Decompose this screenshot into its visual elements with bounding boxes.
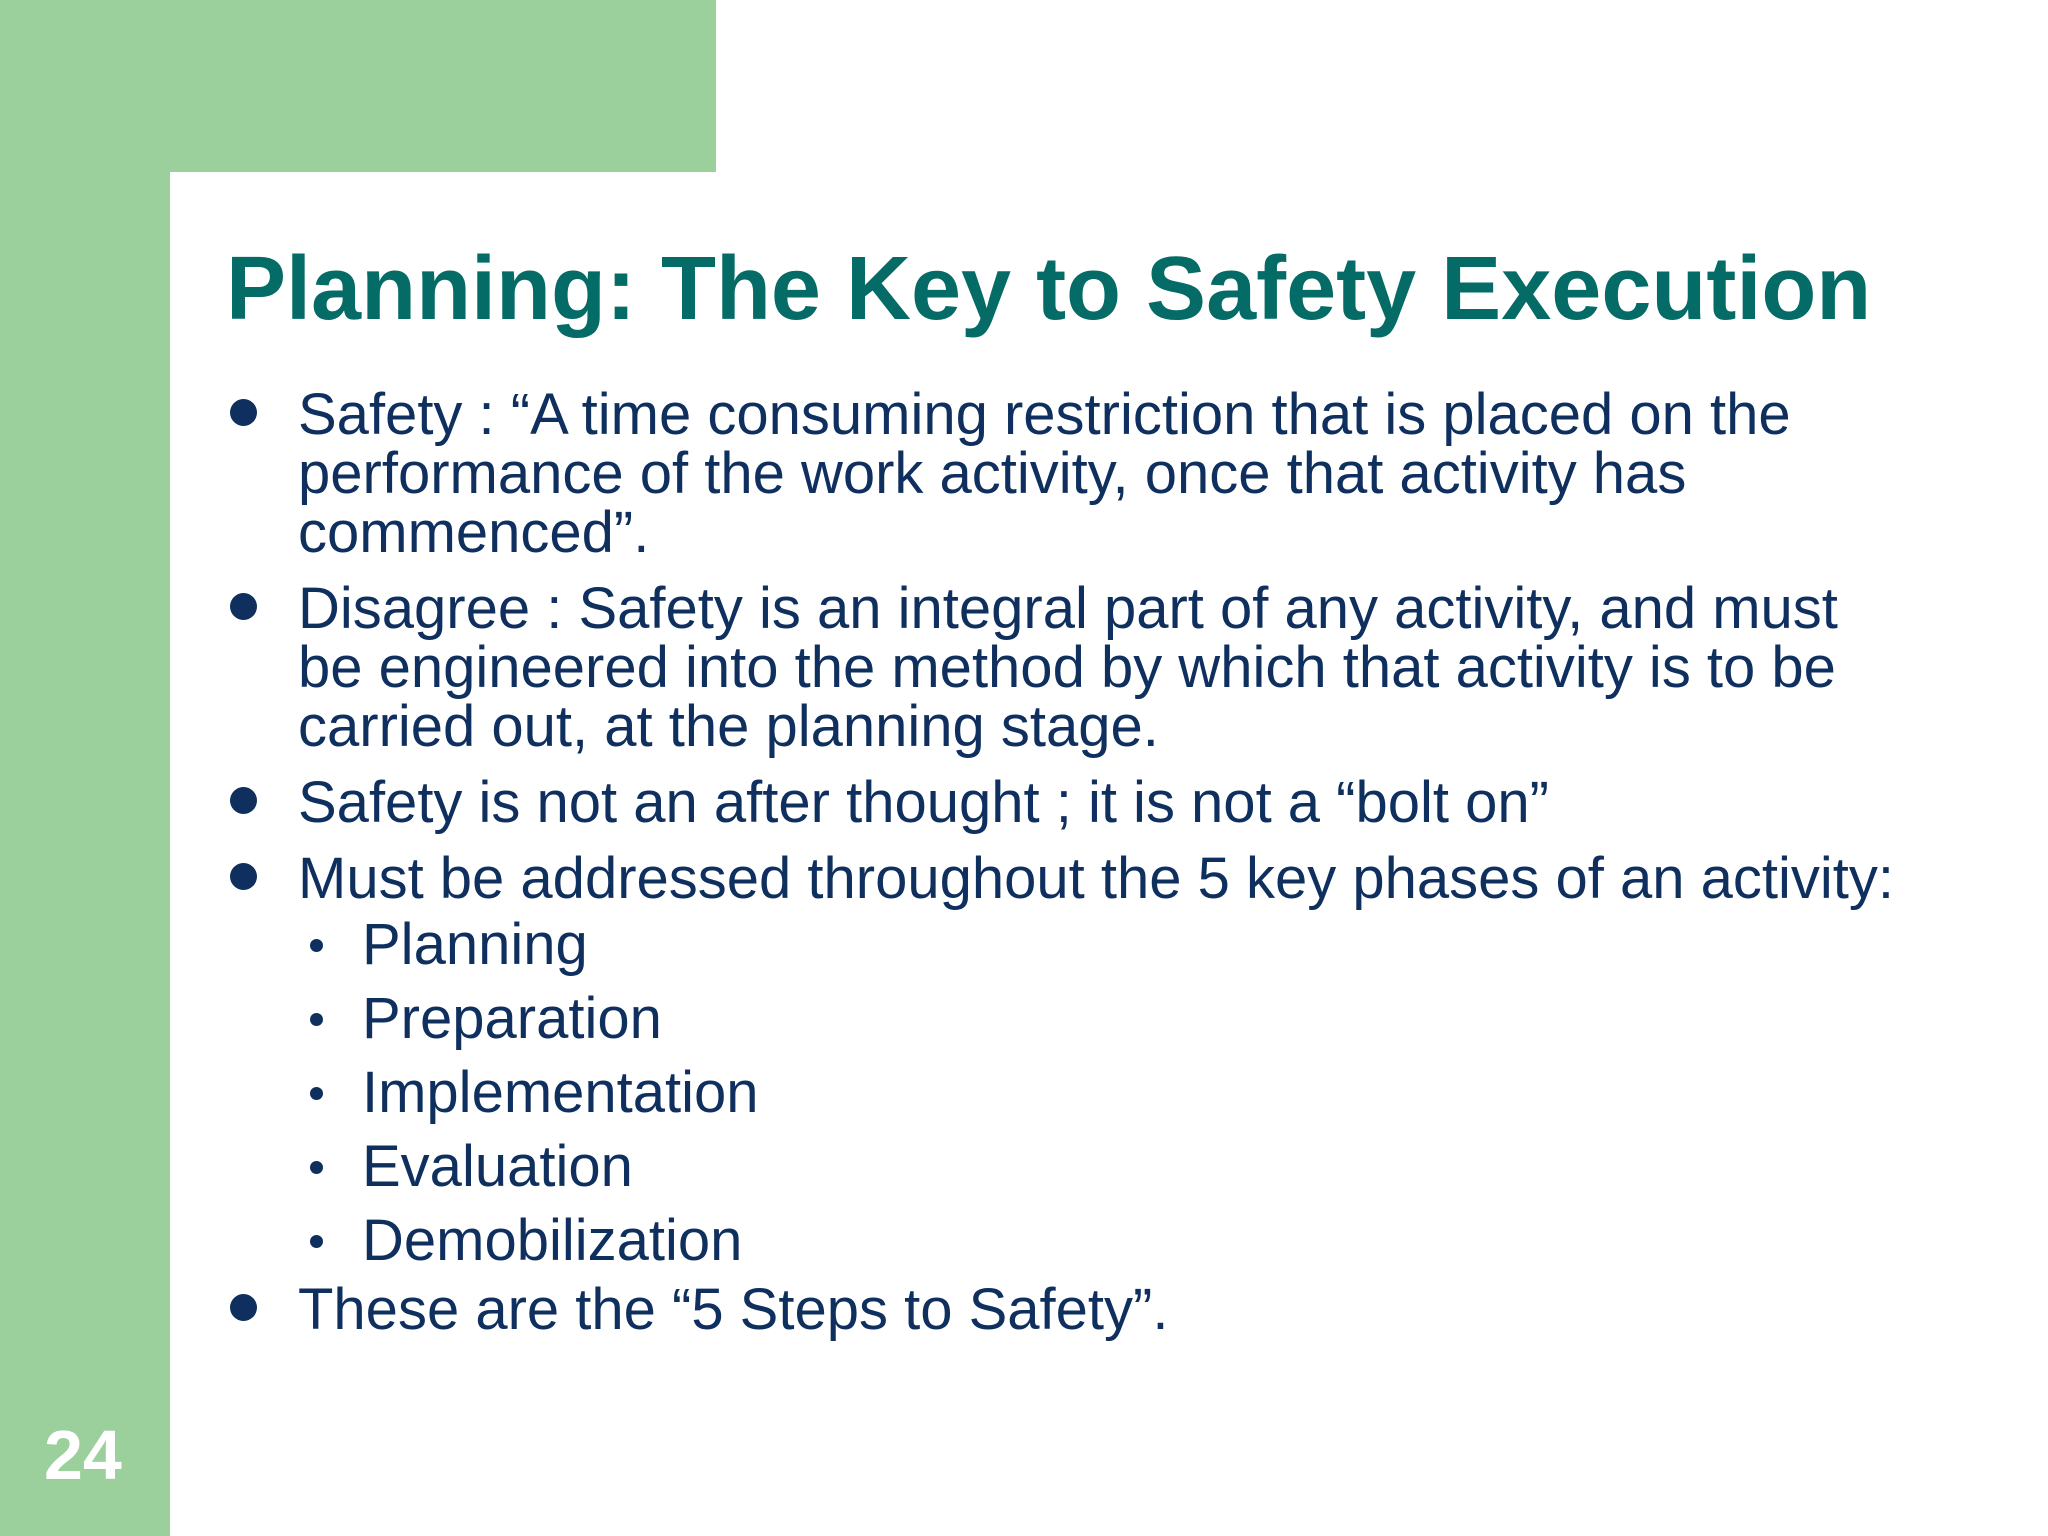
sub-bullet-dot (310, 939, 323, 952)
bullet-dot (230, 399, 257, 426)
bullet-dot (230, 593, 257, 620)
phase-item-planning (298, 908, 1906, 982)
sub-bullet-dot (310, 1161, 323, 1174)
phase-item-demobilization (298, 1204, 1906, 1278)
phase-item-evaluation (298, 1130, 1906, 1204)
phase-item-implementation (298, 1056, 1906, 1130)
phase-label: Evaluation (362, 1134, 633, 1199)
sub-bullet-dot (310, 1087, 323, 1100)
phase-label: Implementation (362, 1060, 759, 1125)
bullet-key-phases (226, 846, 1906, 911)
bullet-text: Must be addressed throughout the 5 key phases of an activity: (298, 846, 1894, 911)
bullet-disagree (226, 576, 1906, 759)
phase-item-preparation (298, 982, 1906, 1056)
slide-body (226, 382, 1906, 1356)
bullet-safety-definition (226, 382, 1906, 565)
accent-bar-top (0, 0, 716, 172)
bullet-dot (230, 1294, 257, 1321)
sub-bullet-dot (310, 1235, 323, 1248)
sub-bullet-dot (310, 1013, 323, 1026)
bullet-text: Safety : “A time consuming restriction that is placed on the performance of the work activity, once that activity has commenced”. (298, 382, 1791, 565)
bullet-dot (230, 863, 257, 890)
phase-label: Demobilization (362, 1208, 743, 1273)
bullet-five-steps (226, 1277, 1906, 1342)
bullet-dot (230, 787, 257, 814)
bullet-text: These are the “5 Steps to Safety”. (298, 1277, 1169, 1342)
phase-label: Planning (362, 912, 588, 977)
bullet-not-afterthought (226, 770, 1906, 835)
slide-title: Planning: The Key to Safety Execution (226, 239, 1872, 339)
accent-bar-left (0, 0, 170, 1536)
bullet-text: Disagree : Safety is an integral part of any activity, and must be engineered into the method by which that activity is to be carried out, at the planning stage. (298, 576, 1838, 759)
slide-number: 24 (44, 1416, 122, 1494)
phase-list (298, 908, 1906, 1278)
bullet-text: Safety is not an after thought ; it is not a “bolt on” (298, 770, 1549, 835)
phase-label: Preparation (362, 986, 662, 1051)
